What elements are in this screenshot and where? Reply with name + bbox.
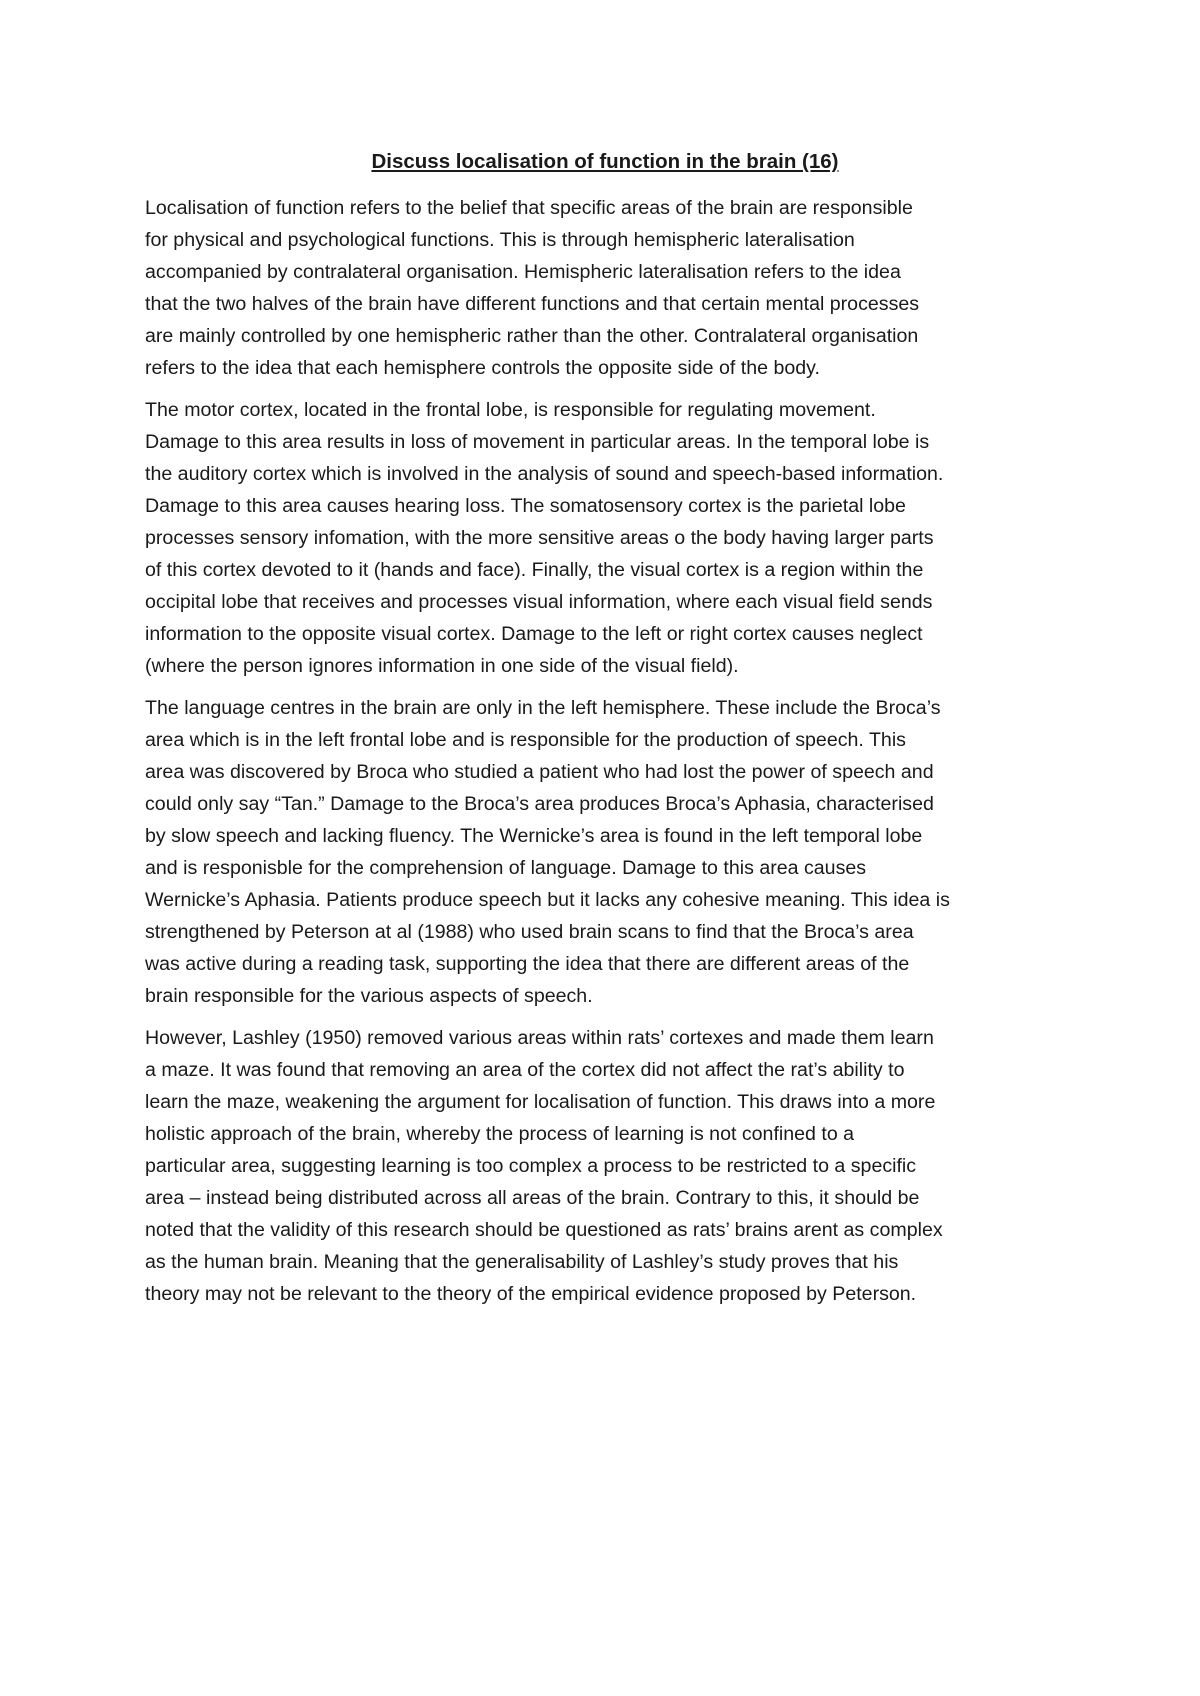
paragraph-line: are mainly controlled by one hemispheric rather than the other. Contralateral organisation xyxy=(145,325,919,347)
paragraph-line: information to the opposite visual cortex. Damage to the left or right cortex causes neglect xyxy=(145,623,923,645)
paragraph-line: and is responisble for the comprehension of language. Damage to this area causes xyxy=(145,857,867,879)
paragraph-4 xyxy=(145,1022,1065,1310)
paragraph-line: the auditory cortex which is involved in the analysis of sound and speech-based information. xyxy=(145,463,944,485)
paragraph-line: as the human brain. Meaning that the generalisability of Lashley’s study proves that his xyxy=(145,1251,899,1273)
paragraph-line: area – instead being distributed across all areas of the brain. Contrary to this, it should be xyxy=(145,1187,920,1209)
paragraph-line: noted that the validity of this research should be questioned as rats’ brains arent as complex xyxy=(145,1219,943,1241)
paragraph-1 xyxy=(145,192,1065,384)
paragraph-3 xyxy=(145,692,1065,1012)
paragraph-line: Wernicke’s Aphasia. Patients produce speech but it lacks any cohesive meaning. This idea is xyxy=(145,889,950,911)
paragraph-line: (where the person ignores information in one side of the visual field). xyxy=(145,655,739,677)
paragraph-line: The motor cortex, located in the frontal lobe, is responsible for regulating movement. xyxy=(145,399,876,421)
paragraph-line: brain responsible for the various aspects of speech. xyxy=(145,985,593,1007)
paragraph-line: area which is in the left frontal lobe and is responsible for the production of speech. This xyxy=(145,729,906,751)
paragraph-line: strengthened by Peterson at al (1988) who used brain scans to find that the Broca’s area xyxy=(145,921,914,943)
paragraph-line: The language centres in the brain are only in the left hemisphere. These include the Broca’s xyxy=(145,697,941,719)
paragraph-line: processes sensory infomation, with the more sensitive areas o the body having larger parts xyxy=(145,527,934,549)
paragraph-line: that the two halves of the brain have different functions and that certain mental processes xyxy=(145,293,920,315)
paragraph-line: could only say “Tan.” Damage to the Broca’s area produces Broca’s Aphasia, characterised xyxy=(145,793,934,815)
paragraph-line: However, Lashley (1950) removed various areas within rats’ cortexes and made them learn xyxy=(145,1027,934,1049)
paragraph-2 xyxy=(145,394,1065,682)
paragraph-line: by slow speech and lacking fluency. The Wernicke’s area is found in the left temporal lobe xyxy=(145,825,923,847)
paragraph-line: Damage to this area results in loss of movement in particular areas. In the temporal lobe is xyxy=(145,431,930,453)
paragraph-line: accompanied by contralateral organisation. Hemispheric lateralisation refers to the idea xyxy=(145,261,901,283)
paragraph-line: theory may not be relevant to the theory of the empirical evidence proposed by Peterson. xyxy=(145,1283,917,1305)
document-body xyxy=(145,146,1065,1320)
paragraph-line: Localisation of function refers to the belief that specific areas of the brain are responsible xyxy=(145,197,913,219)
paragraph-line: learn the maze, weakening the argument for localisation of function. This draws into a more xyxy=(145,1091,936,1113)
paragraph-line: refers to the idea that each hemisphere controls the opposite side of the body. xyxy=(145,357,820,379)
paragraph-line: Damage to this area causes hearing loss. The somatosensory cortex is the parietal lobe xyxy=(145,495,906,517)
paragraph-line: holistic approach of the brain, whereby the process of learning is not confined to a xyxy=(145,1123,855,1145)
paragraph-line: area was discovered by Broca who studied a patient who had lost the power of speech and xyxy=(145,761,934,783)
paragraph-line: was active during a reading task, supporting the idea that there are different areas of the xyxy=(145,953,910,975)
paragraph-line: occipital lobe that receives and processes visual information, where each visual field sends xyxy=(145,591,933,613)
document-title: Discuss localisation of function in the brain (16) xyxy=(371,150,839,173)
paragraph-line: a maze. It was found that removing an area of the cortex did not affect the rat’s ability to xyxy=(145,1059,905,1081)
paragraph-line: for physical and psychological functions. This is through hemispheric lateralisation xyxy=(145,229,855,251)
paragraph-line: particular area, suggesting learning is too complex a process to be restricted to a specific xyxy=(145,1155,917,1177)
paragraph-line: of this cortex devoted to it (hands and face). Finally, the visual cortex is a region within the xyxy=(145,559,924,581)
